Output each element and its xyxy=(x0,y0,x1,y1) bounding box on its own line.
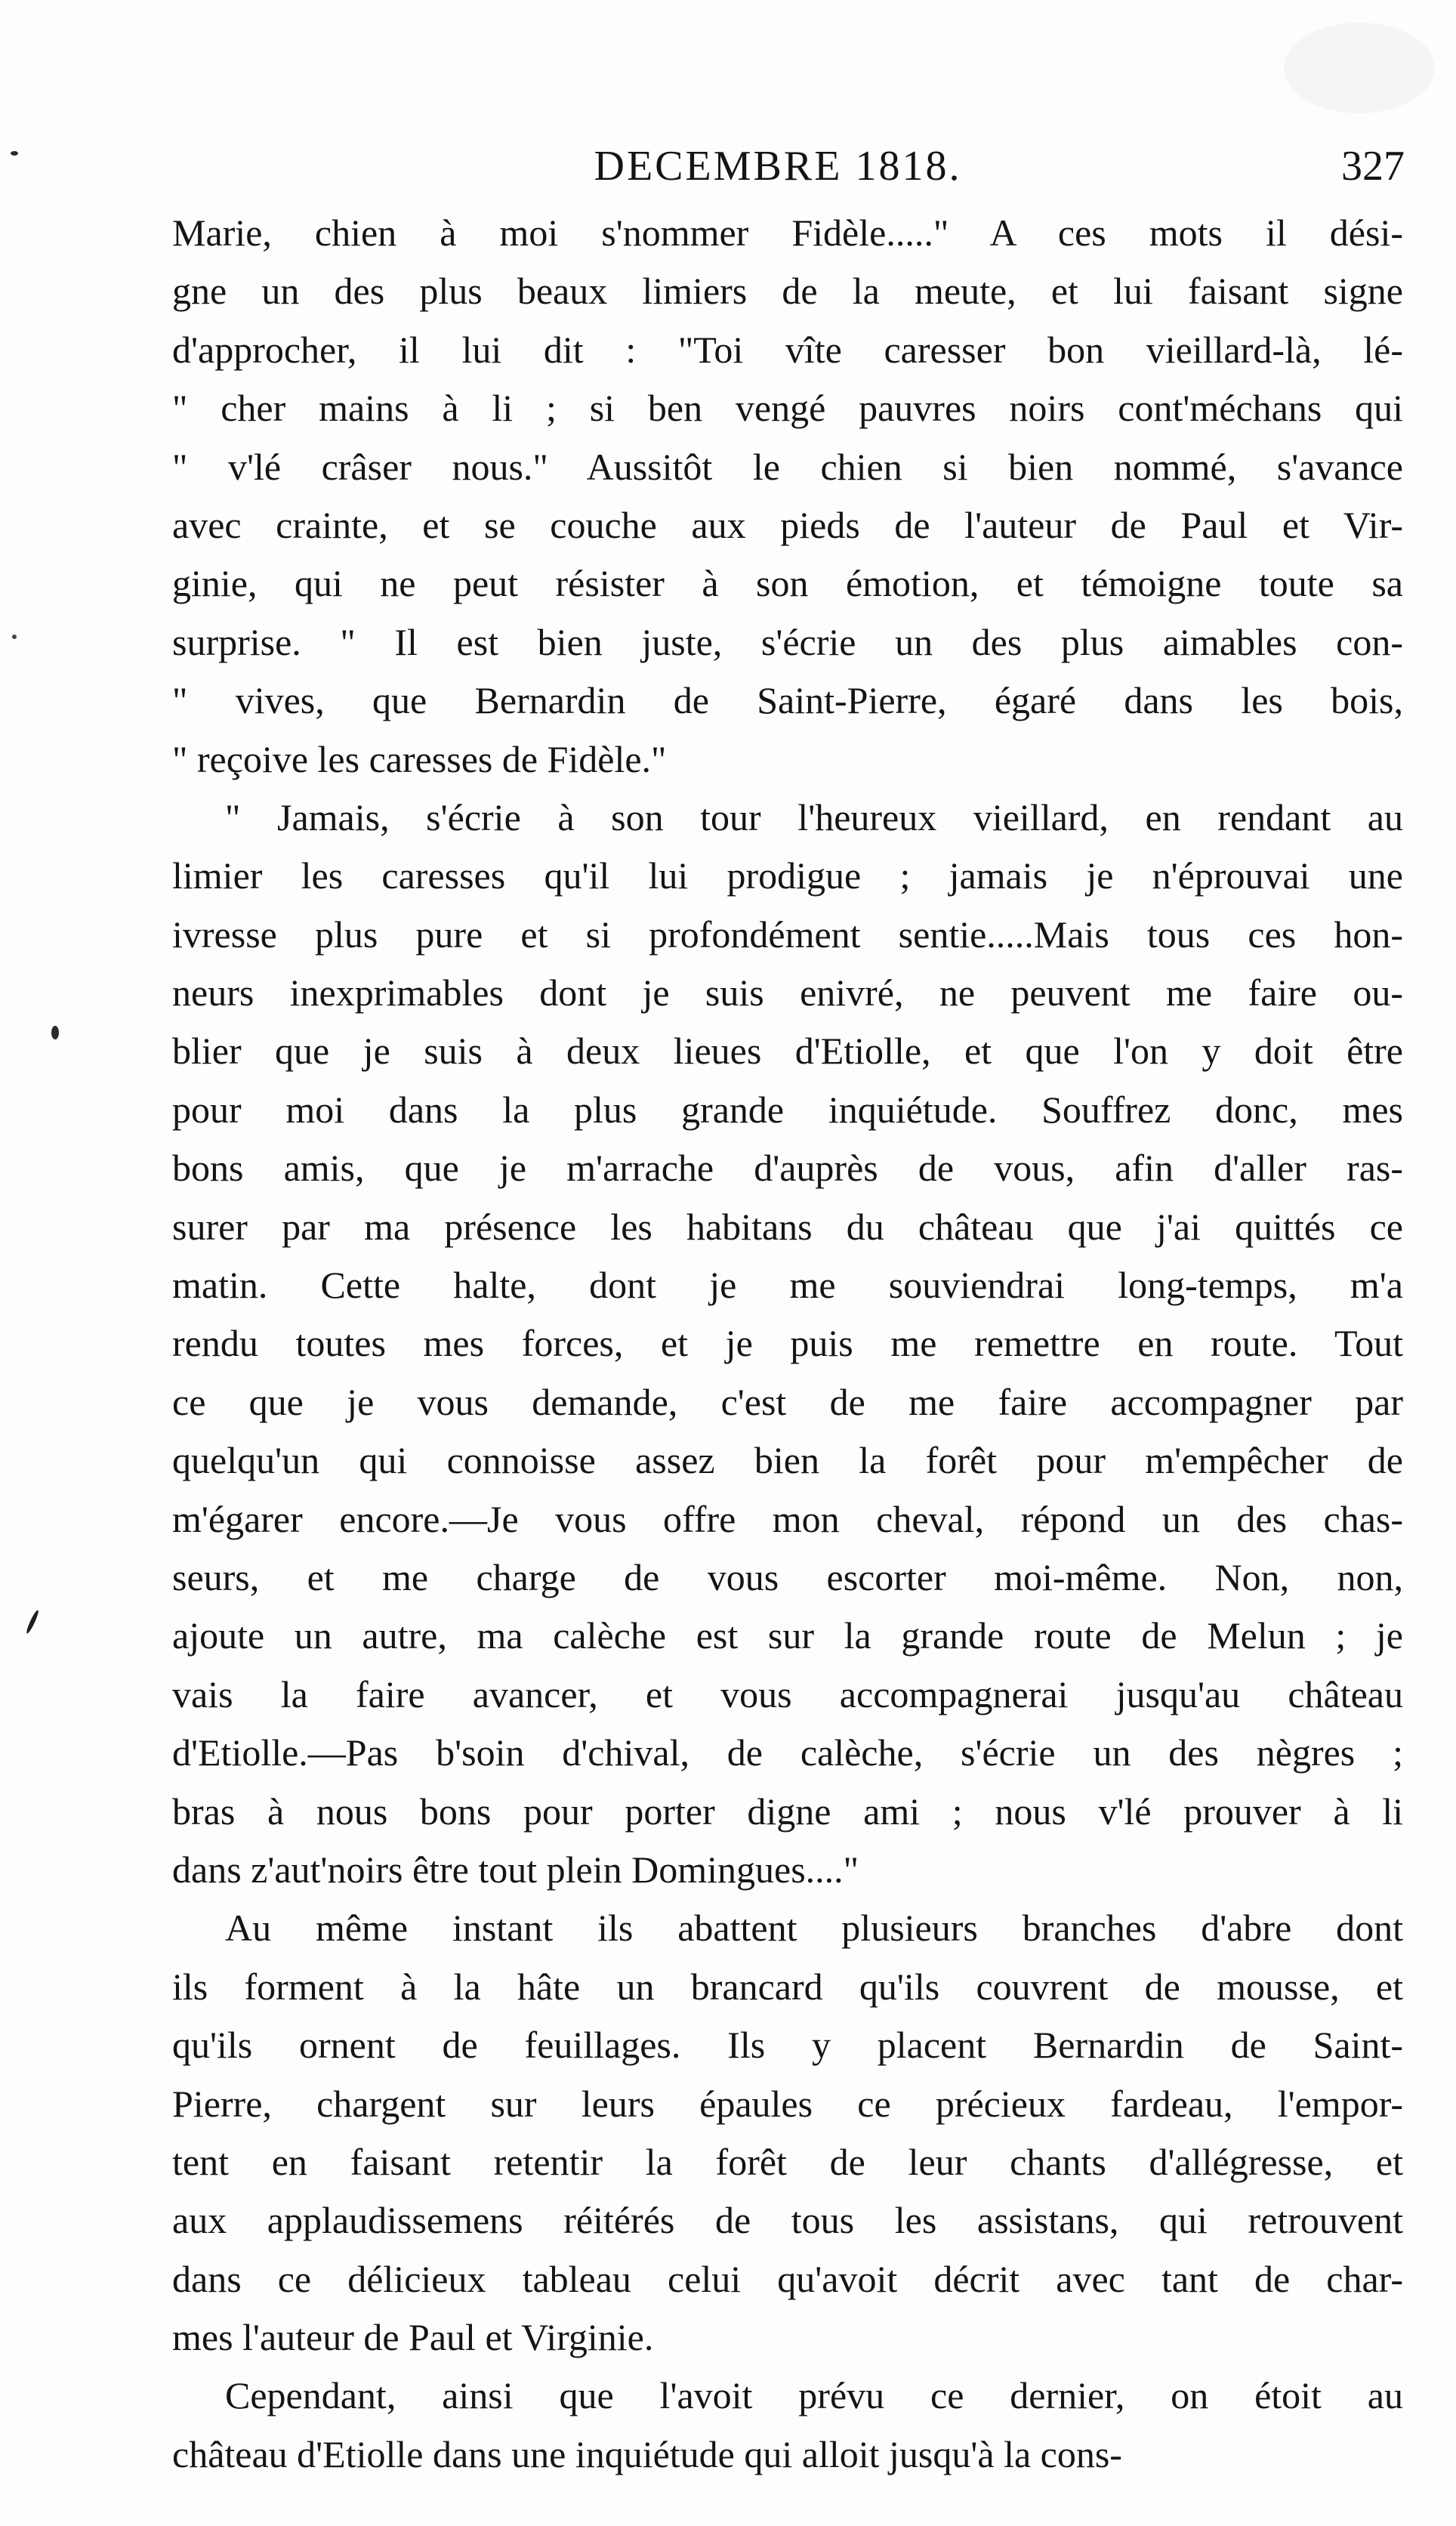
text-line: " cher mains à li ; si ben vengé pauvres noirs cont'méchans qui xyxy=(172,387,1403,430)
text-line: aux applaudissemens réitérés de tous les assistans, qui retrouvent xyxy=(172,2199,1403,2242)
text-line: neurs inexprimables dont je suis enivré, ne peuvent me faire ou- xyxy=(172,971,1403,1014)
text-line: " vives, que Bernardin de Saint-Pierre, égaré dans les bois, xyxy=(172,679,1403,722)
paragraph xyxy=(172,1899,1403,2367)
text-line: gne un des plus beaux limiers de la meute, et lui faisant signe xyxy=(172,270,1403,313)
text-line: bras à nous bons pour porter digne ami ; nous v'lé prouver à li xyxy=(172,1790,1403,1833)
text-line: " Jamais, s'écrie à son tour l'heureux vieillard, en rendant au xyxy=(225,795,1403,838)
text-line: ajoute un autre, ma calèche est sur la grande route de Melun ; je xyxy=(172,1614,1403,1657)
text-line: château d'Etiolle dans une inquiétude qui alloit jusqu'à la cons- xyxy=(172,2432,1122,2475)
text-line: ginie, qui ne peut résister à son émotion, et témoigne toute sa xyxy=(172,562,1403,605)
text-line: matin. Cette halte, dont je me souviendrai long-temps, m'a xyxy=(172,1264,1403,1307)
text-line: Pierre, chargent sur leurs épaules ce précieux fardeau, l'empor- xyxy=(172,2082,1403,2125)
scan-speck xyxy=(11,151,18,156)
text-line: limier les caresses qu'il lui prodigue ; jamais je n'éprouvai une xyxy=(172,854,1403,897)
text-line: " reçoive les caresses de Fidèle." xyxy=(172,737,667,780)
text-line: qu'ils ornent de feuillages. Ils y placent Bernardin de Saint- xyxy=(172,2024,1403,2067)
text-line: m'égarer encore.—Je vous offre mon cheval, répond un des chas- xyxy=(172,1497,1403,1540)
text-line: surprise. " Il est bien juste, s'écrie un des plus aimables con- xyxy=(172,620,1403,663)
text-line: d'Etiolle.—Pas b'soin d'chival, de calèche, s'écrie un des nègres ; xyxy=(172,1731,1403,1774)
text-line: dans z'aut'noirs être tout plein Domingues...." xyxy=(172,1848,859,1891)
text-line: ils forment à la hâte un brancard qu'ils couvrent de mousse, et xyxy=(172,1965,1403,2008)
text-line: surer par ma présence les habitans du château que j'ai quittés ce xyxy=(172,1205,1403,1248)
text-line: mes l'auteur de Paul et Virginie. xyxy=(172,2316,654,2359)
text-line: tent en faisant retentir la forêt de leur chants d'allégresse, et xyxy=(172,2140,1403,2183)
scan-speck xyxy=(25,1609,40,1634)
text-line: Au même instant ils abattent plusieurs branches d'abre dont xyxy=(225,1907,1403,1950)
text-line: quelqu'un qui connoisse assez bien la forêt pour m'empêcher de xyxy=(172,1439,1403,1482)
text-line: pour moi dans la plus grande inquiétude. Souffrez donc, mes xyxy=(172,1088,1403,1131)
running-title: DECEMBRE 1818. xyxy=(594,143,962,190)
text-line: dans ce délicieux tableau celui qu'avoit décrit avec tant de char- xyxy=(172,2257,1403,2300)
text-line: ce que je vous demande, c'est de me faire accompagner par xyxy=(172,1380,1403,1423)
text-line: " v'lé crâser nous." Aussitôt le chien si bien nommé, s'avance xyxy=(172,445,1403,488)
text-line: seurs, et me charge de vous escorter moi-même. Non, non, xyxy=(172,1555,1403,1598)
text-line: blier que je suis à deux lieues d'Etiolle, et que l'on y doit être xyxy=(172,1030,1403,1073)
text-line: vais la faire avancer, et vous accompagnerai jusqu'au château xyxy=(172,1672,1403,1715)
paragraph xyxy=(172,204,1403,789)
paragraph xyxy=(172,2367,1403,2484)
scan-speck xyxy=(1284,23,1435,113)
paragraph xyxy=(172,789,1403,1899)
text-line: avec crainte, et se couche aux pieds de l'auteur de Paul et Vir- xyxy=(172,503,1403,546)
text-line: rendu toutes mes forces, et je puis me remettre en route. Tout xyxy=(172,1322,1403,1365)
page-header xyxy=(151,136,1405,196)
scan-speck xyxy=(12,635,17,639)
text-line: ivresse plus pure et si profondément sentie.....Mais tous ces hon- xyxy=(172,913,1403,956)
text-line: d'approcher, il lui dit : "Toi vîte caresser bon vieillard-là, lé- xyxy=(172,328,1403,371)
text-line: Cependant, ainsi que l'avoit prévu ce dernier, on étoit au xyxy=(225,2374,1403,2417)
text-line: bons amis, que je m'arrache d'auprès de vous, afin d'aller ras- xyxy=(172,1147,1403,1190)
page-number: 327 xyxy=(1341,143,1405,190)
body-text xyxy=(172,204,1403,2484)
text-line: Marie, chien à moi s'nommer Fidèle....." A ces mots il dési- xyxy=(172,212,1403,254)
scan-speck xyxy=(51,1026,59,1039)
